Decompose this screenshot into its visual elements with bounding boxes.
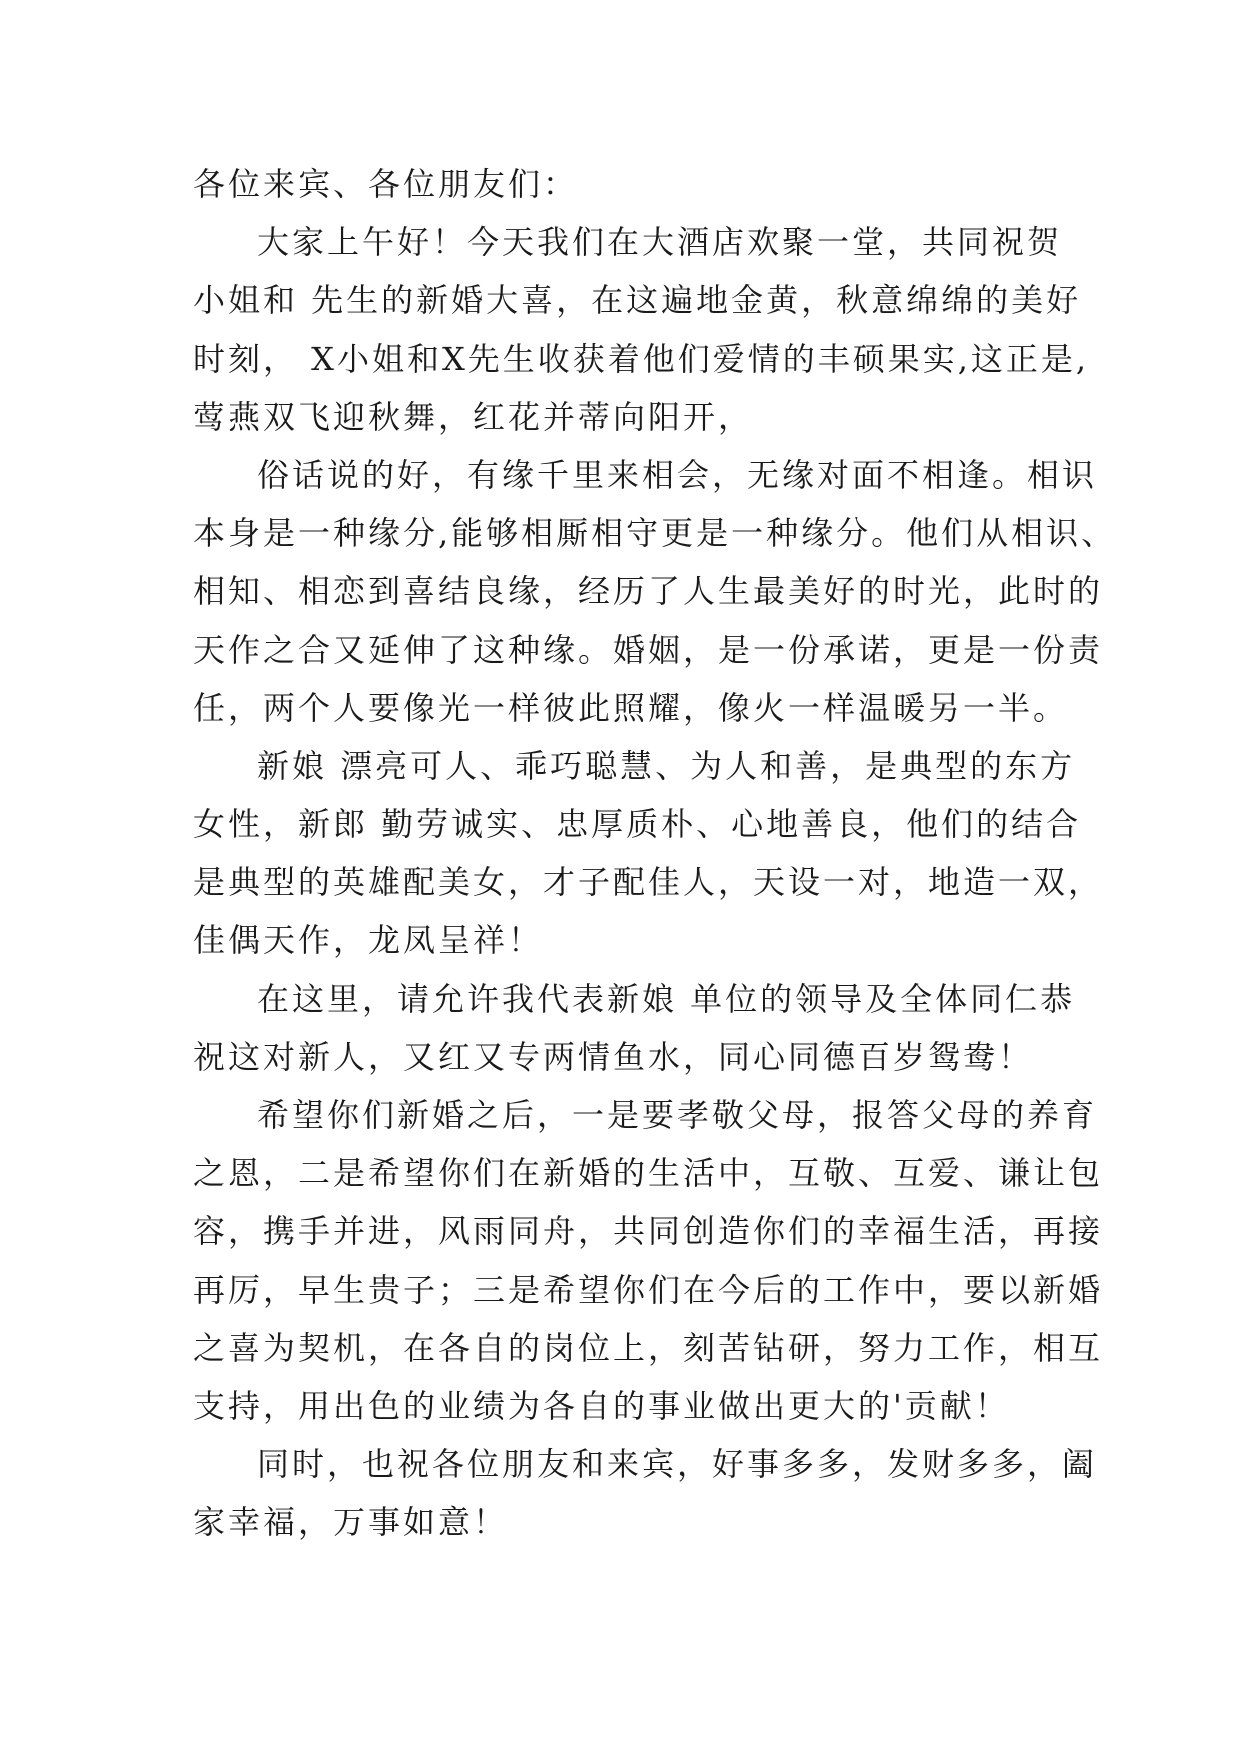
text-line: 女性，新郎 勤劳诚实、忠厚质朴、心地善良，他们的结合: [193, 805, 1082, 844]
text-line: 相知、相恋到喜结良缘，经历了人生最美好的时光，此时的: [193, 572, 1104, 611]
text-line: 天作之合又延伸了这种缘。婚姻，是一份承诺，更是一份责: [193, 630, 1104, 669]
text-line: 新娘 漂亮可人、乖巧聪慧、为人和善，是典型的东方: [257, 746, 1076, 785]
text-line: 在这里，请允许我代表新娘 单位的领导及全体同仁恭: [257, 979, 1076, 1018]
text-line: 之喜为契机，在各自的岗位上，刻苦钻研，努力工作，相互: [193, 1328, 1104, 1367]
speech-text: [193, 155, 1117, 1552]
text-line: 家幸福，万事如意！: [193, 1503, 509, 1542]
text-line: 祝这对新人，又红又专两情鱼水，同心同德百岁鸳鸯！: [193, 1037, 1034, 1076]
text-line: 容，携手并进，风雨同舟，共同创造你们的幸福生活，再接: [193, 1212, 1104, 1251]
text-line: 再厉，早生贵子；三是希望你们在今后的工作中，要以新婚: [193, 1270, 1104, 1309]
text-line: 佳偶天作，龙凤呈祥！: [193, 921, 544, 960]
text-line: 支持，用出色的业绩为各自的事业做出更大的'贡献！: [193, 1386, 1010, 1425]
text-line: 之恩，二是希望你们在新婚的生活中，互敬、互爱、谦让包: [193, 1154, 1104, 1193]
text-line: 任，两个人要像光一样彼此照耀，像火一样温暖另一半。: [193, 688, 1069, 727]
text-line: 时刻， X小姐和X先生收获着他们爱情的丰硕果实,这正是,: [193, 339, 1090, 378]
text-line: 莺燕双飞迎秋舞，红花并蒂向阳开，: [193, 397, 754, 436]
text-line: 同时，也祝各位朋友和来宾，好事多多，发财多多，阖: [257, 1445, 1098, 1484]
text-line: 是典型的英雄配美女，才子配佳人，天设一对，地造一双，: [193, 863, 1104, 902]
text-line: 各位来宾、各位朋友们：: [193, 165, 579, 203]
text-line: 俗话说的好，有缘千里来相会，无缘对面不相逢。相识: [257, 455, 1098, 494]
text-line: 大家上午好！今天我们在大酒店欢聚一堂，共同祝贺: [257, 223, 1063, 262]
text-line: 小姐和 先生的新婚大喜，在这遍地金黄，秋意绵绵的美好: [193, 281, 1082, 320]
text-line: 希望你们新婚之后，一是要孝敬父母，报答父母的养育: [257, 1096, 1098, 1134]
text-line: 本身是一种缘分,能够相厮相守更是一种缘分。他们从相识、: [193, 514, 1117, 553]
